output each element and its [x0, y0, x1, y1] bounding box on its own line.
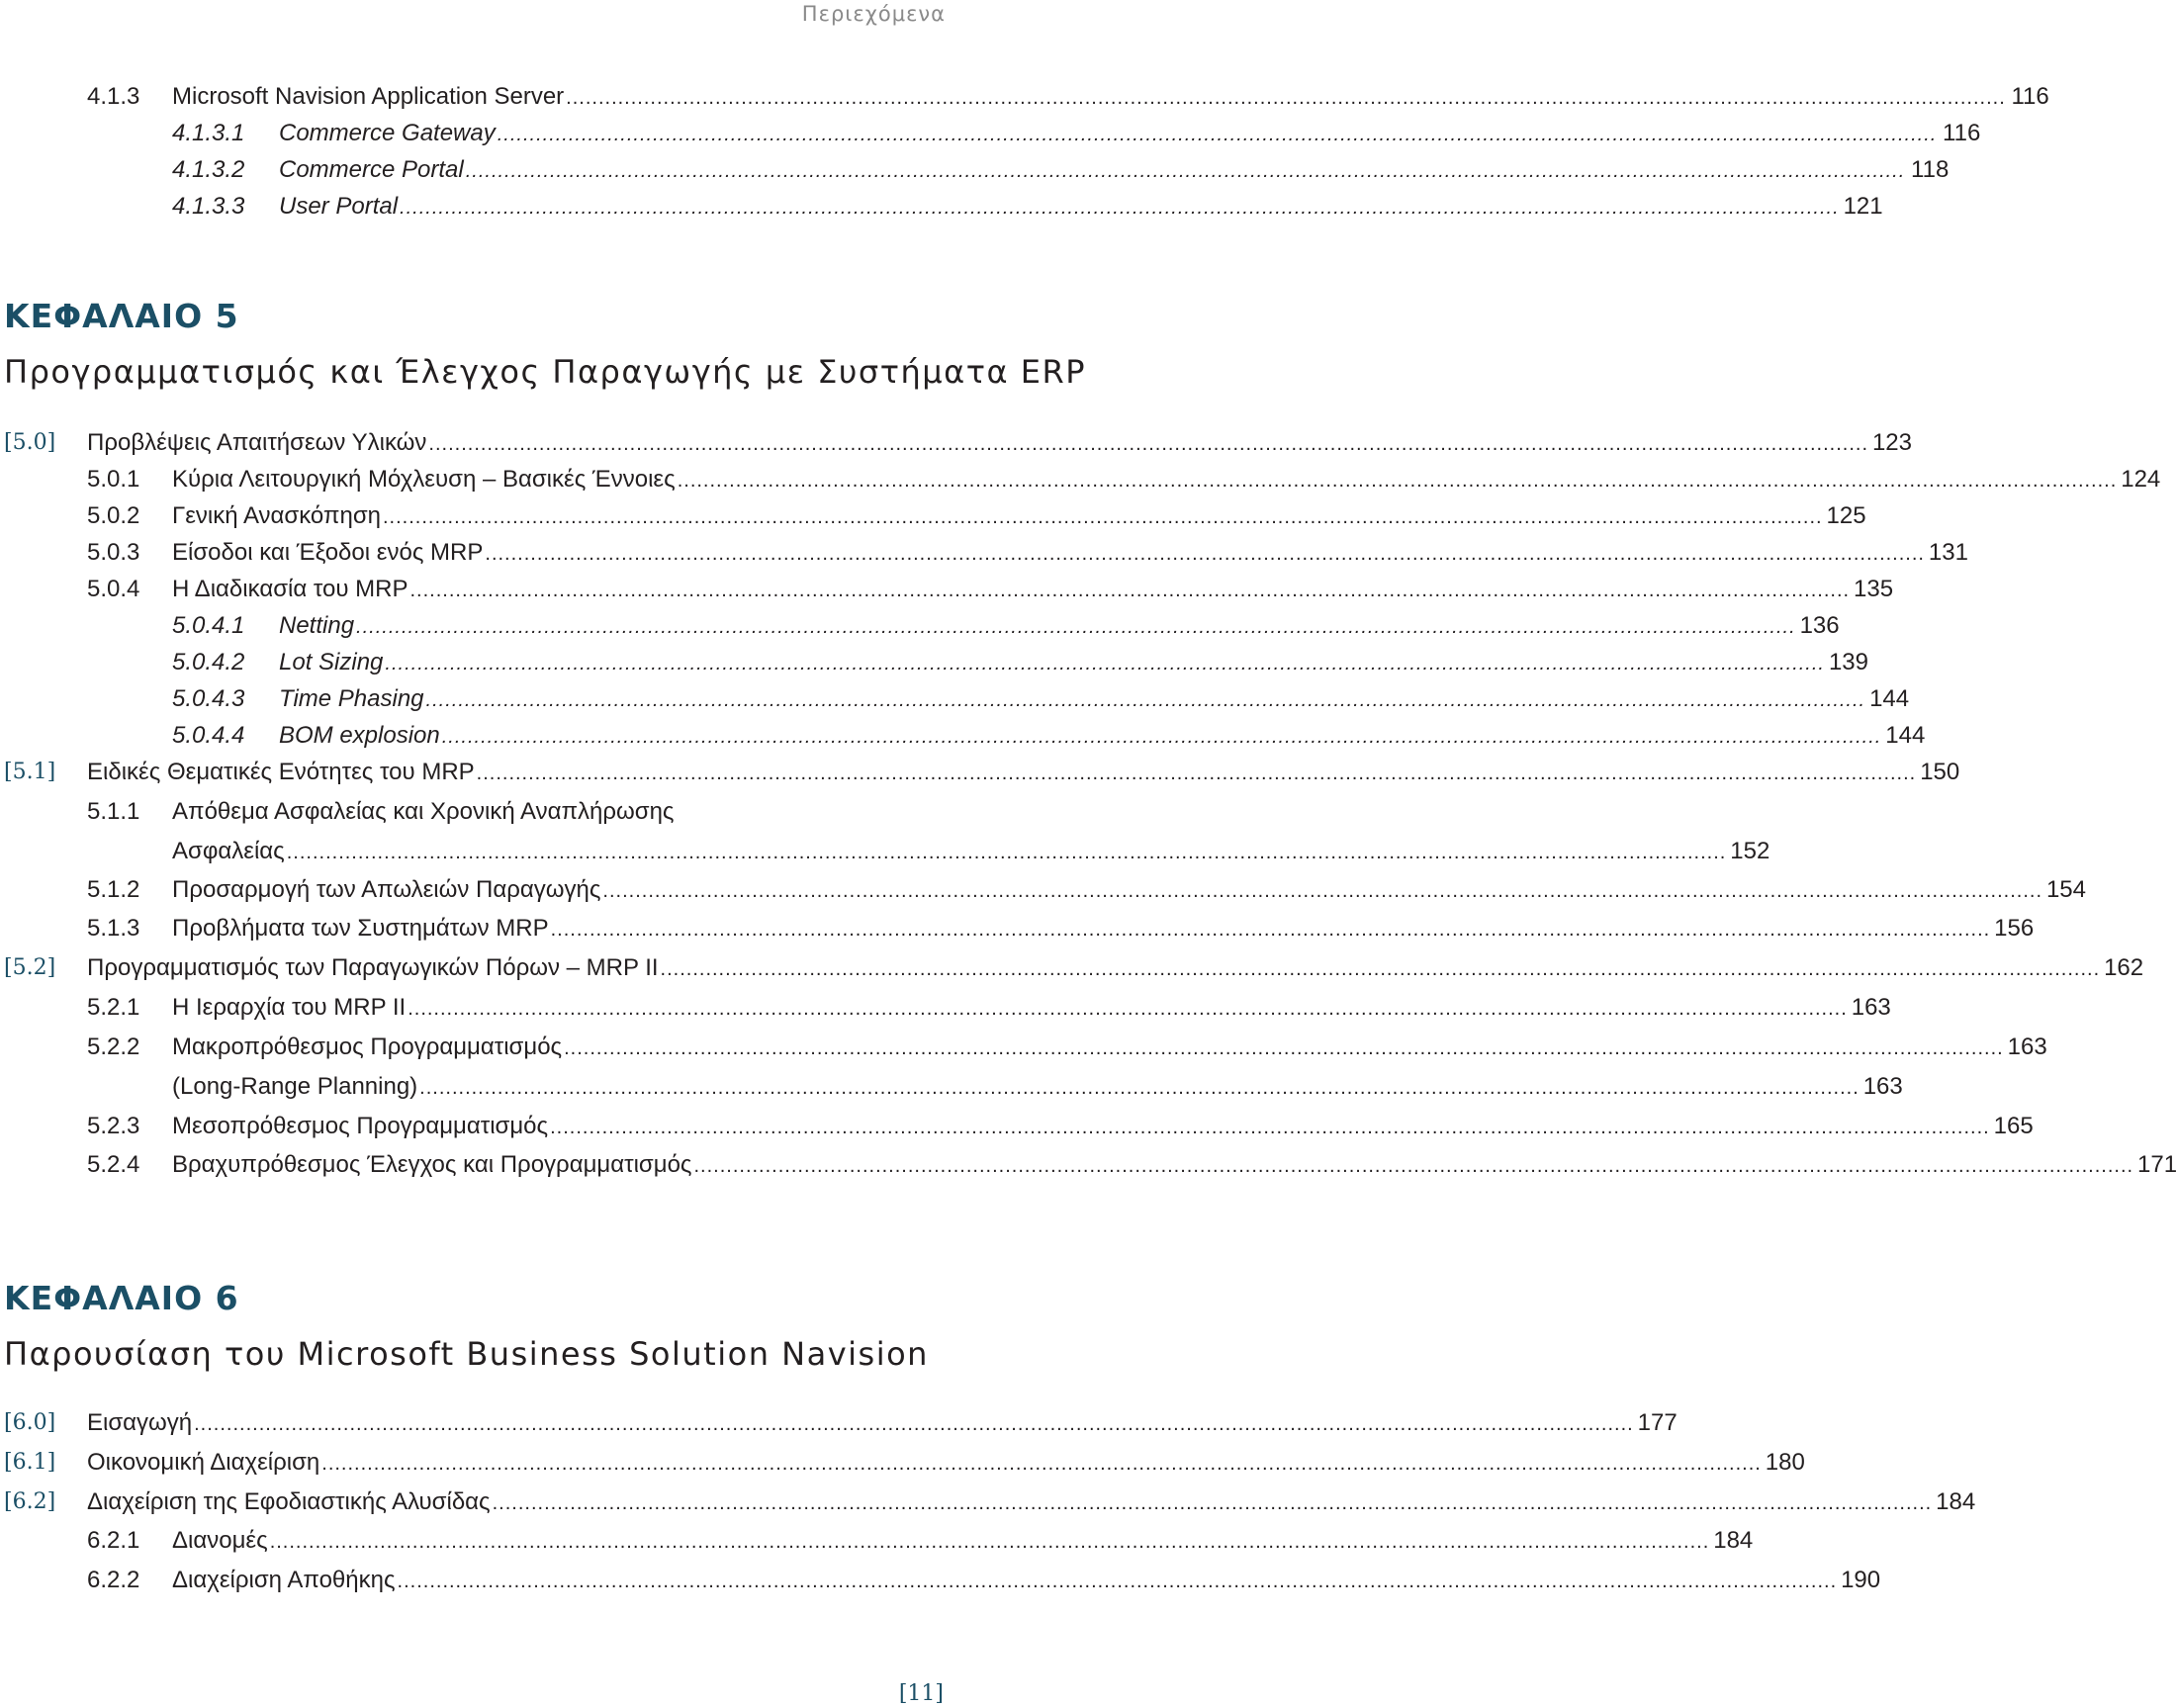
toc-entry-number: 4.1.3 — [87, 83, 140, 110]
toc-entry-page: 152 — [1730, 838, 1770, 864]
toc-entry-title: Γενική Ανασκόπηση — [172, 502, 381, 529]
toc-entry-title: Προβλέψεις Απαιτήσεων Υλικών — [87, 429, 427, 456]
toc-entry-page: 144 — [1885, 722, 1926, 749]
toc-entry[interactable] — [0, 950, 2144, 986]
toc-entry-page: 156 — [1994, 915, 2035, 942]
toc-entry[interactable] — [0, 1405, 1678, 1441]
chapter-label: ΚΕΦΑΛΑΙΟ 5 — [4, 297, 239, 335]
toc-entry-continuation[interactable] — [0, 834, 1770, 869]
leader-dots — [442, 719, 1882, 755]
toc-entry-title: Lot Sizing — [279, 649, 384, 675]
section-bracket: [5.2] — [4, 955, 56, 980]
toc-entry[interactable] — [0, 718, 1926, 754]
section-bracket: [6.2] — [4, 1489, 56, 1514]
toc-entry-page: 124 — [2121, 466, 2161, 493]
toc-entry-title: Προβλήματα των Συστημάτων MRP — [172, 915, 549, 942]
chapter-title: Προγραμματισμός και Έλεγχος Παραγωγής με Συστήματα ERP — [4, 353, 1086, 391]
toc-entry[interactable] — [0, 425, 1912, 461]
toc-entry-page: 165 — [1993, 1113, 2034, 1139]
toc-entry-title: Ειδικές Θεματικές Ενότητες του MRP — [87, 759, 475, 785]
leader-dots — [564, 1031, 2004, 1066]
toc-entry-number: 5.0.4 — [87, 576, 140, 602]
toc-entry[interactable] — [0, 608, 1840, 644]
toc-entry[interactable] — [0, 1484, 1976, 1520]
toc-entry[interactable] — [0, 1523, 1754, 1559]
toc-entry-number: 5.0.4.3 — [172, 685, 245, 712]
section-bracket: [5.0] — [4, 430, 56, 455]
toc-entry-number: 6.2.1 — [87, 1527, 140, 1554]
toc-entry[interactable] — [0, 1563, 1881, 1598]
toc-entry-title: Κύρια Λειτουργική Μόχλευση – Βασικές Έννοιες — [172, 466, 676, 493]
toc-entry-number: 5.1.1 — [87, 798, 140, 825]
toc-entry-title: Διανομές — [172, 1527, 268, 1554]
leader-dots — [493, 1485, 1933, 1521]
toc-entry[interactable] — [0, 1030, 2047, 1065]
toc-entry[interactable] — [0, 498, 1866, 534]
toc-entry-number: 5.2.1 — [87, 994, 140, 1021]
leader-dots — [398, 1564, 1838, 1599]
toc-entry-page: 163 — [1851, 994, 1891, 1021]
leader-dots — [321, 1446, 1762, 1482]
toc-entry-page: 190 — [1841, 1567, 1881, 1593]
leader-dots — [356, 609, 1796, 645]
leader-dots — [602, 873, 2042, 909]
toc-entry-page: 144 — [1869, 685, 1910, 712]
toc-entry-title: Διαχείριση της Εφοδιαστικής Αλυσίδας — [87, 1488, 491, 1515]
leader-dots — [566, 80, 2006, 116]
leader-dots — [466, 153, 1906, 189]
toc-entry-title: Netting — [279, 612, 355, 639]
leader-dots — [426, 682, 1866, 718]
toc-entry-page: 121 — [1843, 193, 1883, 220]
toc-entry[interactable] — [0, 1109, 2034, 1144]
toc-entry-number: 5.0.4.2 — [172, 649, 245, 675]
toc-entry[interactable] — [0, 1147, 2177, 1183]
toc-entry-page: 139 — [1828, 649, 1868, 675]
toc-entry[interactable] — [0, 794, 950, 830]
toc-entry-title: Commerce Portal — [279, 156, 464, 183]
page-number: [11] — [898, 1681, 944, 1706]
toc-entry[interactable] — [0, 755, 1960, 790]
chapter-label: ΚΕΦΑΛΑΙΟ 6 — [4, 1279, 239, 1317]
toc-entry-number: 5.2.2 — [87, 1034, 140, 1060]
toc-entry[interactable] — [0, 116, 1981, 151]
toc-entry-title: Μακροπρόθεσμος Προγραμματισμός — [172, 1034, 563, 1060]
running-header: Περιεχόμενα — [801, 2, 946, 26]
section-bracket: [6.0] — [4, 1410, 56, 1435]
leader-dots — [428, 426, 1868, 462]
toc-entry-number: 6.2.2 — [87, 1567, 140, 1593]
toc-entry-page: 154 — [2045, 876, 2086, 903]
toc-entry-number: 5.0.3 — [87, 539, 140, 566]
leader-dots — [408, 991, 1848, 1027]
toc-entry-page: 125 — [1826, 502, 1866, 529]
toc-entry-page: 180 — [1765, 1449, 1805, 1476]
toc-entry-continuation[interactable] — [0, 1069, 1903, 1105]
leader-dots — [287, 835, 1727, 870]
leader-dots — [385, 646, 1825, 681]
toc-entry-title: (Long-Range Planning) — [172, 1073, 418, 1100]
leader-dots — [551, 912, 1991, 947]
toc-entry-number: 4.1.3.1 — [172, 120, 245, 146]
toc-entry-number: 5.2.3 — [87, 1113, 140, 1139]
toc-entry-title: Commerce Gateway — [279, 120, 496, 146]
toc-entry-number: 4.1.3.3 — [172, 193, 245, 220]
leader-dots — [485, 536, 1925, 572]
toc-entry-title: Μεσοπρόθεσμος Προγραμματισμός — [172, 1113, 549, 1139]
toc-entry-title: Είσοδοι και Έξοδοι ενός MRP — [172, 539, 484, 566]
leader-dots — [550, 1110, 1990, 1145]
toc-entry[interactable] — [0, 911, 2035, 946]
leader-dots — [661, 951, 2101, 987]
toc-entry-title: Διαχείριση Αποθήκης — [172, 1567, 396, 1593]
toc-entry-number: 5.2.4 — [87, 1151, 140, 1178]
section-bracket: [5.1] — [4, 760, 56, 784]
toc-entry[interactable] — [0, 645, 1868, 680]
toc-entry[interactable] — [0, 462, 2161, 497]
toc-entry-title: Εισαγωγή — [87, 1409, 193, 1436]
toc-entry-number: 5.1.2 — [87, 876, 140, 903]
toc-entry-number: 5.0.2 — [87, 502, 140, 529]
toc-entry-page: 163 — [2007, 1034, 2047, 1060]
toc-entry-title: Η Διαδικασία του MRP — [172, 576, 408, 602]
leader-dots — [270, 1524, 1710, 1560]
toc-entry-title: Η Ιεραρχία του MRP II — [172, 994, 407, 1021]
leader-dots — [194, 1406, 1634, 1442]
leader-dots — [693, 1148, 2133, 1184]
toc-entry-page: 135 — [1854, 576, 1894, 602]
toc-entry-page: 177 — [1637, 1409, 1678, 1436]
leader-dots — [383, 499, 1823, 535]
toc-entry-number: 4.1.3.2 — [172, 156, 245, 183]
toc-entry[interactable] — [0, 990, 1891, 1026]
toc-entry-title: BOM explosion — [279, 722, 440, 749]
toc-entry[interactable] — [0, 79, 2049, 115]
toc-entry[interactable] — [0, 1445, 1805, 1481]
toc-entry-page: 131 — [1928, 539, 1968, 566]
toc-entry-page: 171 — [2137, 1151, 2177, 1178]
toc-entry-title-continuation: Ασφαλείας — [172, 838, 285, 864]
toc-entry[interactable] — [0, 189, 1883, 225]
toc-entry-page: 184 — [1713, 1527, 1754, 1554]
toc-entry-page: 118 — [1911, 156, 1950, 183]
leader-dots — [419, 1070, 1860, 1106]
toc-entry-page: 162 — [2104, 954, 2144, 981]
toc-entry-number: 5.0.4.4 — [172, 722, 245, 749]
toc-entry[interactable] — [0, 535, 1968, 571]
leader-dots — [410, 573, 1851, 608]
toc-entry-title: Οικονομική Διαχείριση — [87, 1449, 320, 1476]
toc-entry-number: 5.0.1 — [87, 466, 140, 493]
toc-entry-title: User Portal — [279, 193, 399, 220]
toc-entry[interactable] — [0, 681, 1910, 717]
section-bracket: [6.1] — [4, 1450, 56, 1475]
toc-entry[interactable] — [0, 152, 1950, 188]
toc-entry-page: 163 — [1862, 1073, 1903, 1100]
toc-entry-page: 116 — [2011, 83, 2049, 110]
toc-entry-title: Microsoft Navision Application Server — [172, 83, 565, 110]
toc-entry-number: 5.0.4.1 — [172, 612, 245, 639]
toc-entry-page: 136 — [1799, 612, 1840, 639]
leader-dots — [477, 756, 1917, 791]
toc-entry[interactable] — [0, 572, 1894, 607]
toc-entry-title: Βραχυπρόθεσμος Έλεγχος και Προγραμματισμός — [172, 1151, 692, 1178]
toc-entry-title: Time Phasing — [279, 685, 424, 712]
toc-entry-number: 5.1.3 — [87, 915, 140, 942]
chapter-title: Παρουσίαση του Microsoft Business Solution Navision — [4, 1335, 929, 1373]
leader-dots — [498, 117, 1938, 152]
leader-dots — [400, 190, 1840, 225]
toc-entry-title: Απόθεμα Ασφαλείας και Χρονική Αναπλήρωσης — [172, 798, 675, 825]
leader-dots — [678, 463, 2118, 498]
toc-entry-page: 184 — [1936, 1488, 1976, 1515]
toc-entry-title: Προσαρμογή των Απωλειών Παραγωγής — [172, 876, 601, 903]
toc-entry-title: Προγραμματισμός των Παραγωγικών Πόρων – MRP II — [87, 954, 659, 981]
toc-entry[interactable] — [0, 872, 2086, 908]
toc-entry-page: 123 — [1871, 429, 1912, 456]
toc-entry-page: 150 — [1920, 759, 1960, 785]
toc-entry-page: 116 — [1943, 120, 1981, 146]
